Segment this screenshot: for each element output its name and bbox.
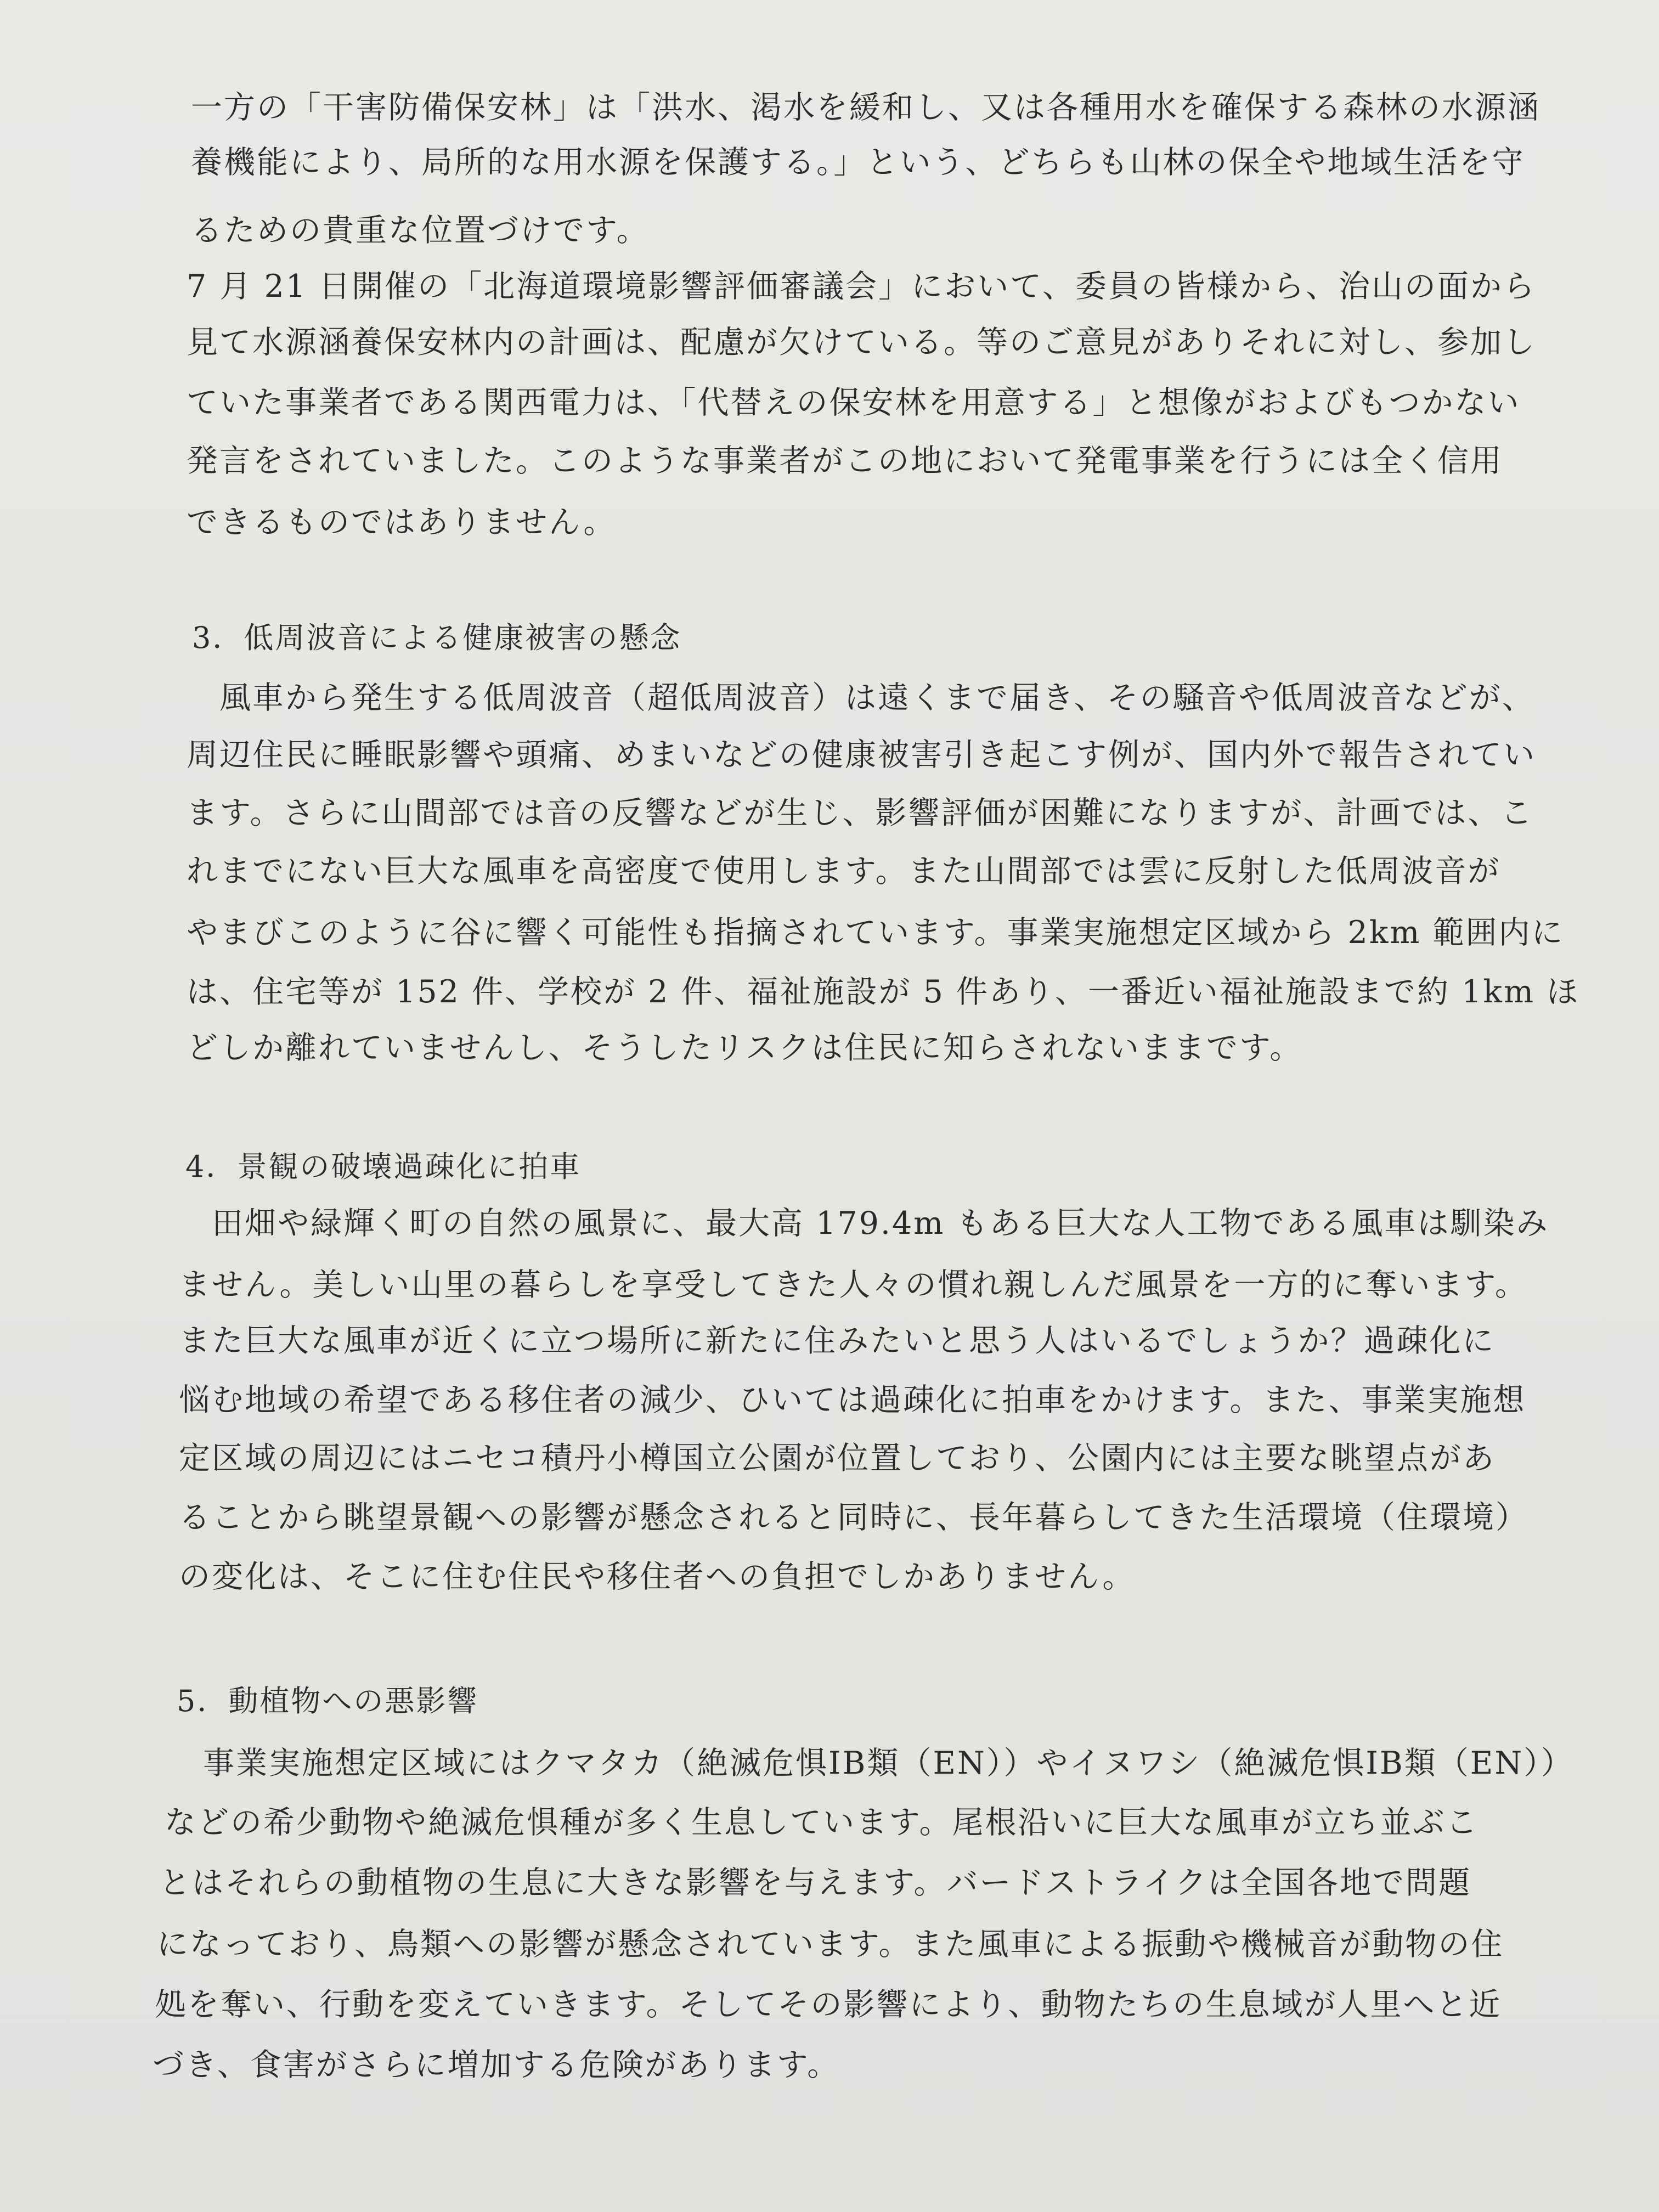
text-line: れまでにない巨大な風車を高密度で使用します。また山間部では雲に反射した低周波音が [187, 853, 1501, 889]
text-line: やまびこのように谷に響く可能性も指摘されています。事業実施想定区域から 2km 範囲内に [187, 915, 1565, 951]
text-line: 周辺住民に睡眠影響や頭痛、めまいなどの健康被害引き起こす例が、国内外で報告されてい [187, 737, 1536, 773]
text-line: また巨大な風車が近くに立つ場所に新たに住みたいと思う人はいるでしょうか？過疎化に [179, 1323, 1496, 1359]
text-line: 定区域の周辺にはニセコ積丹小樽国立公園が位置しており、公園内には主要な眺望点があ [179, 1440, 1496, 1476]
text-line: ていた事業者である関西電力は、「代替えの保安林を用意する」と想像がおよびもつかない [187, 385, 1521, 421]
text-line: 7 月 21 日開催の「北海道環境影響評価審議会」において、委員の皆様から、治山の面から [187, 268, 1537, 304]
text-line: 田畑や緑輝く町の自然の風景に、最大高 179.4m もある巨大な人工物である風車は馴染み [212, 1205, 1549, 1242]
text-line: どしか離れていませんし、そうしたリスクは住民に知らされないままです。 [187, 1030, 1303, 1066]
text-line: は、住宅等が 152 件、学校が 2 件、福祉施設が 5 件あり、一番近い福祉施設まで約 1km ほ [187, 974, 1580, 1010]
text-line: とはそれらの動植物の生息に大きな影響を与えます。バードストライクは全国各地で問題 [159, 1865, 1472, 1901]
text-line: 発言をされていました。このような事業者がこの地において発電事業を行うには全く信用 [187, 443, 1503, 479]
text-line: づき、食害がさらに増加する危険があります。 [153, 2047, 840, 2083]
text-line: になっており、鳥類への影響が懸念されています。また風車による振動や機械音が動物の住 [157, 1926, 1504, 1962]
text-line: 一方の「干害防備保安林」は「洪水、渇水を緩和し、又は各種用水を確保する森林の水源涵 [191, 89, 1541, 126]
text-line: などの希少動物や絶滅危惧種が多く生息しています。尾根沿いに巨大な風車が立ち並ぶこ [165, 1804, 1479, 1841]
text-line: ます。さらに山間部では音の反響などが生じ、影響評価が困難になりますが、計画では、こ [187, 795, 1534, 831]
text-line: 処を奪い、行動を変えていきます。そしてその影響により、動物たちの生息域が人里へと近 [155, 1987, 1502, 2023]
section-heading: 4．景観の破壊過疎化に拍車 [185, 1149, 582, 1184]
text-line: ることから眺望景観への影響が懸念されると同時に、長年暮らしてきた生活環境（住環境） [179, 1499, 1528, 1536]
section-heading: 5．動植物への悪影響 [177, 1684, 479, 1718]
text-line: るための貴重な位置づけです。 [191, 212, 650, 249]
text-line: 見て水源涵養保安林内の計画は、配慮が欠けている。等のご意見がありそれに対し、参加し [187, 324, 1536, 360]
text-line: ません。美しい山里の暮らしを享受してきた人々の慣れ親しんだ風景を一方的に奪います。 [179, 1267, 1528, 1303]
text-line: 養機能により、局所的な用水源を保護する。」という、どちらも山林の保全や地域生活を守 [191, 144, 1525, 180]
text-line: の変化は、そこに住む住民や移住者への負担でしかありません。 [179, 1559, 1136, 1595]
section-heading: 3．低周波音による健康被害の懸念 [192, 620, 682, 655]
text-line: 悩む地域の希望である移住者の減少、ひいては過疎化に拍車をかけます。また、事業実施想 [179, 1382, 1526, 1418]
text-line: できるものではありません。 [187, 504, 617, 540]
text-line: 風車から発生する低周波音（超低周波音）は遠くまで届き、その騒音や低周波音などが、 [219, 680, 1535, 716]
text-line: 事業実施想定区域にはクマタカ（絶滅危惧IB類（EN））やイヌワシ（絶滅危惧IB類（EN）） [203, 1745, 1574, 1781]
